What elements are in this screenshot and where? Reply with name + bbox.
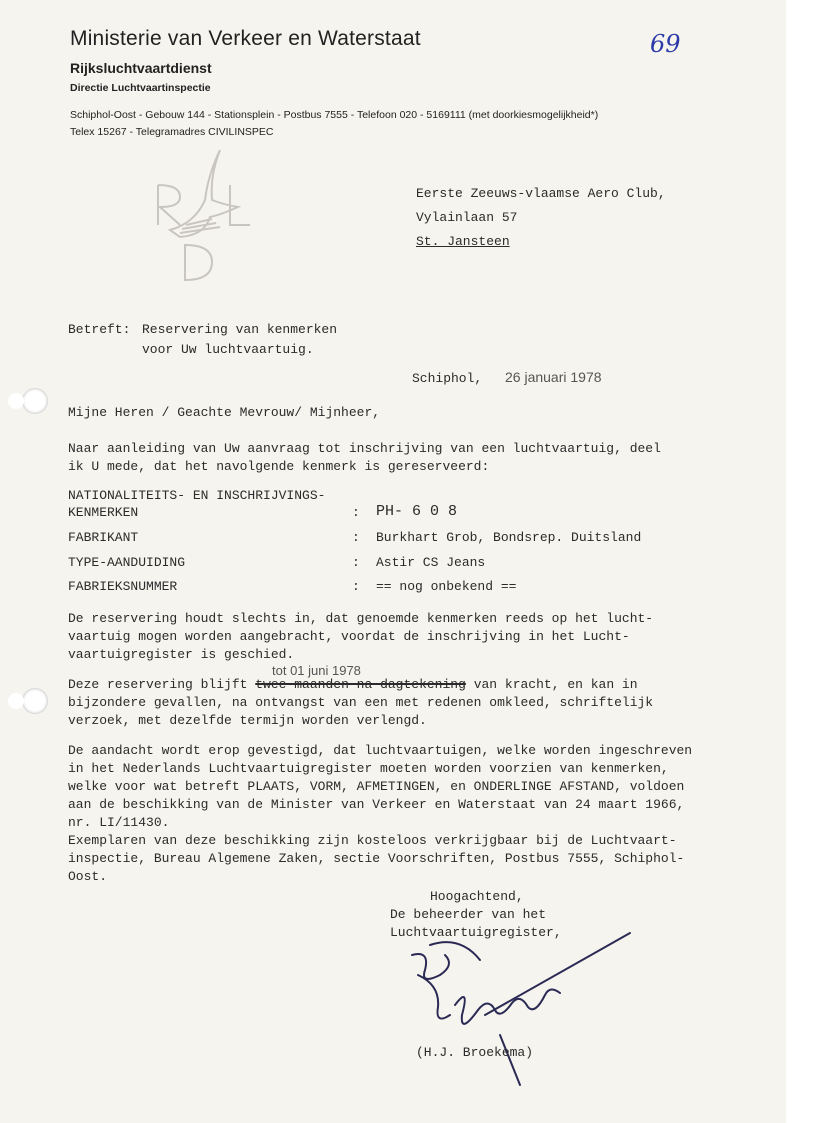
field-colon: : [352,555,360,570]
para2-struck-text: twee maanden na dagtekening [255,677,466,692]
field-colon: : [352,505,360,520]
para3-line-6: Exemplaren van deze beschikking zijn kosteloos verkrijgbaar bij de Luchtvaart- [68,833,677,848]
para3-line-2: in het Nederlands Luchtvaartuigregister moeten worden voorzien van kenmerken, [68,761,669,776]
para1-line-1: De reservering houdt slechts in, dat genoemde kenmerken reeds op het lucht- [68,611,654,626]
closing-greeting: Hoogachtend, [430,889,524,904]
address-line-1: Schiphol-Oost - Gebouw 144 - Stationsplein - Postbus 7555 - Telefoon 020 - 5169111 (met doorkiesmogelijkheid*) [70,109,599,121]
para3-line-7: inspectie, Bureau Algemene Zaken, sectie Voorschriften, Postbus 7555, Schiphol- [68,851,685,866]
para3-line-1: De aandacht wordt erop gevestigd, dat luchtvaartuigen, welke worden ingeschreven [68,743,693,758]
para1-line-2: vaartuig mogen worden aangebracht, voordat de inschrijving in het Lucht- [68,629,630,644]
handwritten-date-insert: tot 01 juni 1978 [272,663,361,678]
directorate-name: Directie Luchtvaartinspectie [70,82,211,94]
para2-line-3: verzoek, met dezelfde termijn worden verlengd. [68,713,427,728]
field-colon: : [352,530,360,545]
field-label-kenmerken: KENMERKEN [68,505,139,520]
subject-line-2: voor Uw luchtvaartuig. [142,342,314,357]
field-label-manufacturer: FABRIKANT [68,530,139,545]
date-place: Schiphol, [412,371,483,386]
intro-line-2: ik U mede, dat het navolgende kenmerk is gereserveerd: [68,459,490,474]
closing-role-2: Luchtvaartuigregister, [390,925,562,940]
field-label-type: TYPE-AANDUIDING [68,555,186,570]
para2-line-2: bijzondere gevallen, na ontvangst van een met redenen omkleed, schriftelijk [68,695,654,710]
para2-line-1 [68,677,638,692]
para1-line-3: vaartuigregister is geschied. [68,647,295,662]
para2-line-1-start: Deze reservering blijft [68,677,248,692]
ministry-name: Ministerie van Verkeer en Waterstaat [70,27,421,50]
date-stamp: 26 januari 1978 [505,369,602,385]
field-value-type: Astir CS Jeans [376,555,486,570]
field-value-serial: == nog onbekend == [376,579,517,594]
para2-line-1-end: van kracht, en kan in [473,677,638,692]
punch-hole-top [22,388,48,414]
field-label-serial: FABRIEKSNUMMER [68,579,178,594]
field-colon: : [352,579,360,594]
recipient-street: Vylainlaan 57 [416,210,518,225]
para3-line-5: nr. LI/11430. [68,815,170,830]
salutation: Mijne Heren / Geachte Mevrouw/ Mijnheer, [68,405,381,420]
para3-line-4: aan de beschikking van de Minister van Verkeer en Waterstaat van 24 maart 1966, [68,797,685,812]
closing-role-1: De beheerder van het [390,907,547,922]
punch-hole-bottom [22,688,48,714]
address-line-2: Telex 15267 - Telegramadres CIVILINSPEC [70,126,274,138]
service-name: Rijksluchtvaartdienst [70,60,212,76]
subject-label: Betreft: [68,322,131,337]
field-label-nationality: NATIONALITEITS- EN INSCHRIJVINGS- [68,488,326,503]
subject-line-1: Reservering van kenmerken [142,322,338,337]
recipient-name: Eerste Zeeuws-vlaamse Aero Club, [416,186,666,201]
rld-bird-logo-icon [150,145,260,285]
field-value-manufacturer: Burkhart Grob, Bondsrep. Duitsland [376,530,642,545]
para3-line-8: Oost. [68,869,108,884]
intro-line-1: Naar aanleiding van Uw aanvraag tot inschrijving van een luchtvaartuig, deel [68,441,661,456]
rld-logo [150,145,260,290]
recipient-city: St. Jansteen [416,234,510,249]
signature [400,915,640,1100]
handwritten-signature-icon [400,915,640,1095]
signatory-name: (H.J. Broekema) [416,1045,534,1060]
scan-background-edge [786,0,816,1123]
handwritten-file-number: 69 [650,30,681,58]
para3-line-3: welke voor wat betreft PLAATS, VORM, AFMETINGEN, en ONDERLINGE AFSTAND, voldoen [68,779,685,794]
field-value-registration: PH- 6 0 8 [376,503,458,520]
